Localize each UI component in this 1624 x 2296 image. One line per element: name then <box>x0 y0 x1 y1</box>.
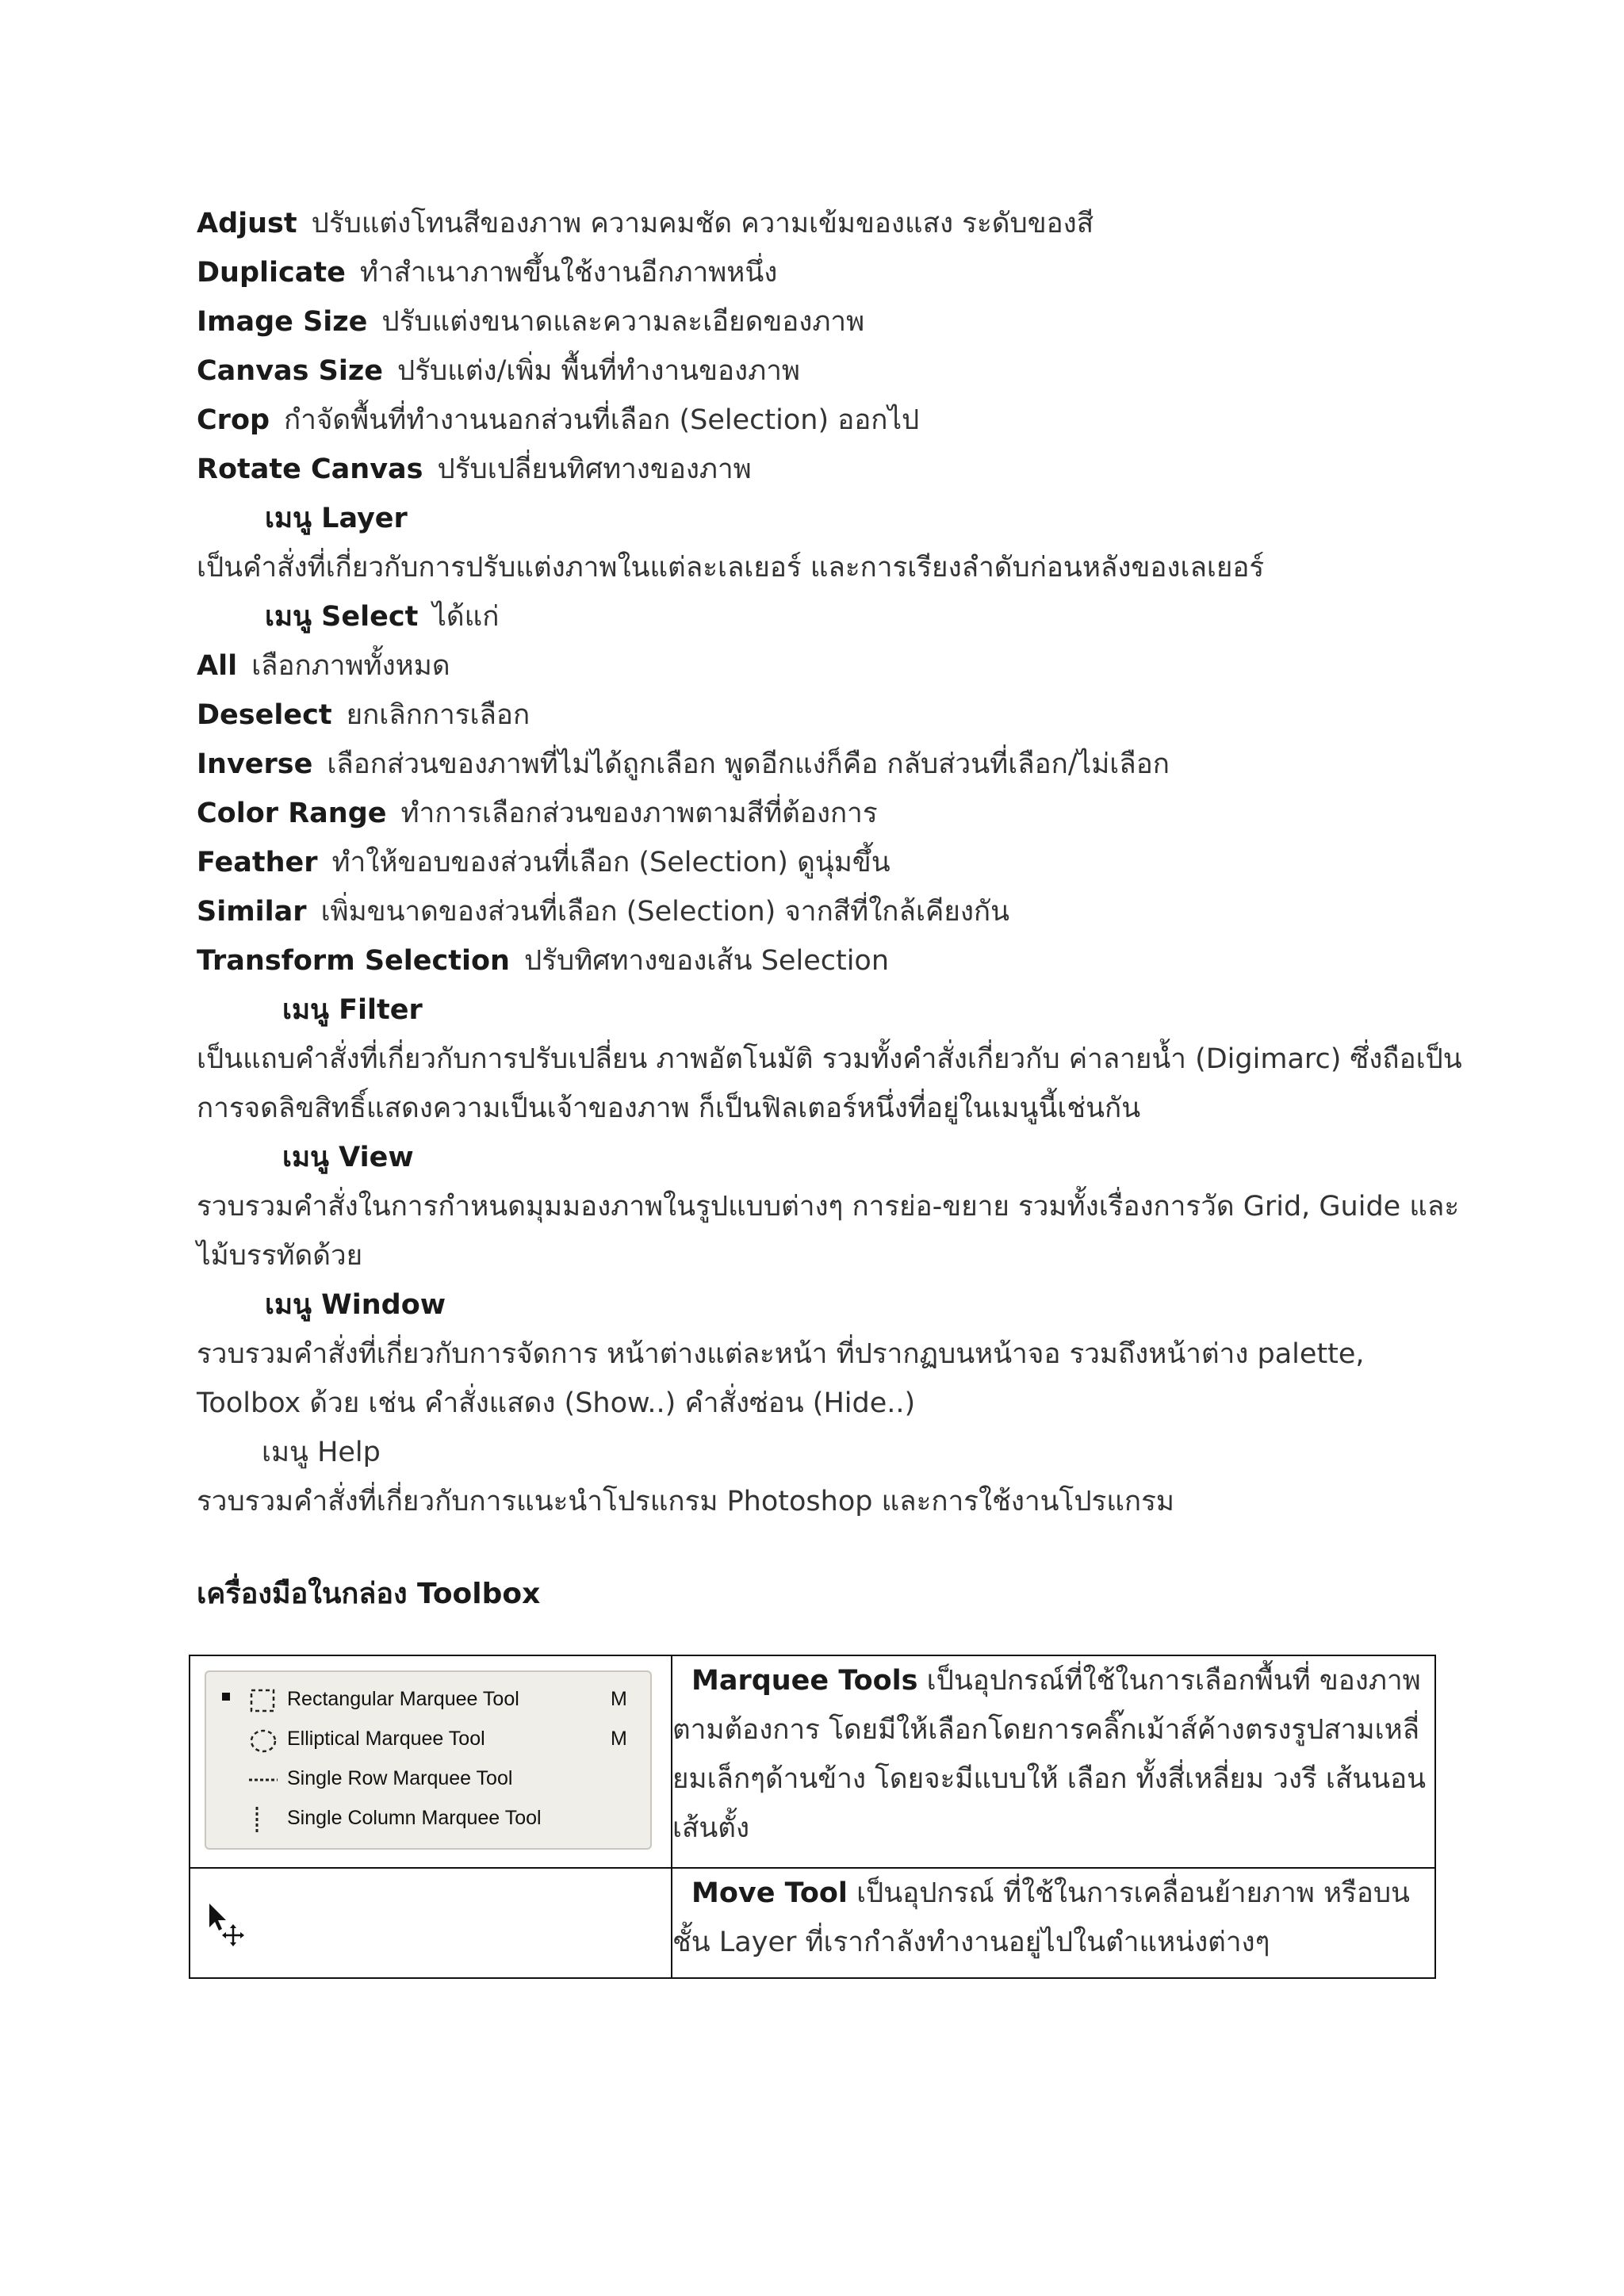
description: เลือกภาพทั้งหมด <box>251 650 450 682</box>
move-tool-icon <box>205 1900 252 1948</box>
term: Adjust <box>197 208 297 239</box>
menu-select-title: เมนู Select <box>265 601 419 633</box>
tool-description: เป็นอุปกรณ์ ที่ใช้ในการเคลื่อนย้ายภาพ หรือบนชั้น Layer ที่เรากำลังทำงานอยู่ไปในตำแหน่งต่างๆ <box>672 1877 1410 1958</box>
menu-item-label: Single Row Marquee Tool <box>287 1767 513 1789</box>
table-row <box>190 1655 1435 1868</box>
menu-item-single-column-marquee[interactable] <box>206 1800 650 1839</box>
description: ปรับแต่ง/เพิ่ม พื้นที่ทำงานของภาพ <box>397 355 800 387</box>
marquee-tools-description-cell <box>672 1655 1435 1868</box>
term: Color Range <box>197 798 387 829</box>
description: ปรับเปลี่ยนทิศทางของภาพ <box>437 453 752 485</box>
menu-item-elliptical-marquee[interactable] <box>206 1721 650 1759</box>
marquee-flyout-menu <box>205 1670 652 1850</box>
marquee-menu-screenshot-cell <box>190 1655 672 1868</box>
term: Canvas Size <box>197 355 383 387</box>
heading-menu-select <box>265 592 499 641</box>
term: Deselect <box>197 699 332 731</box>
definition-transform-selection <box>197 936 889 985</box>
heading-menu-window: เมนู Window <box>265 1289 446 1321</box>
menu-view-description-line2: ไม้บรรทัดด้วย <box>197 1240 363 1272</box>
description: เพิ่มขนาดของส่วนที่เลือก (Selection) จากสีที่ใกล้เคียงกัน <box>320 896 1010 928</box>
description: ยกเลิกการเลือก <box>346 699 530 731</box>
menu-layer-description: เป็นคำสั่งที่เกี่ยวกับการปรับแต่งภาพในแต่ละเลเยอร์ และการเรียงลำดับก่อนหลังของเลเยอร์ <box>197 552 1265 584</box>
shortcut-key: M <box>611 1728 627 1750</box>
definition-crop <box>197 396 919 445</box>
tool-description: เป็นอุปกรณ์ที่ใช้ในการเลือกพื้นที่ ของภาพตามต้องการ โดยมีให้เลือกโดยการคลิ๊กเม้าส์ค้างตรงรูปสามเหลี่ยมเล็กๆด้านข้าง โดยจะมีแบบให้ เลือก ทั้งสี่เหลี่ยม วงรี เส้นนอน เส้นตั้ง <box>672 1665 1427 1844</box>
menu-item-single-row-marquee[interactable] <box>206 1761 650 1799</box>
description: ปรับแต่งขนาดและความละเอียดของภาพ <box>381 306 865 338</box>
menu-window-description-line2: Toolbox ด้วย เช่น คำสั่งแสดง (Show..) คำสั่งซ่อน (Hide..) <box>197 1387 916 1419</box>
definition-color-range <box>197 789 878 838</box>
definition-adjust <box>197 199 1094 248</box>
definition-similar <box>197 887 1009 936</box>
menu-view-description-line1: รวบรวมคำสั่งในการกำหนดมุมมองภาพในรูปแบบต่างๆ การย่อ-ขยาย รวมทั้งเรื่องการวัด Grid, Guide และ <box>197 1191 1460 1223</box>
tool-name: Move Tool <box>691 1877 848 1909</box>
definition-feather <box>197 838 891 887</box>
definition-rotate-canvas <box>197 445 752 494</box>
menu-item-rectangular-marquee[interactable] <box>206 1682 650 1720</box>
term: Rotate Canvas <box>197 453 423 485</box>
menu-help-description: รวบรวมคำสั่งที่เกี่ยวกับการแนะนำโปรแกรม Photoshop และการใช้งานโปรแกรม <box>197 1486 1174 1517</box>
rectangular-marquee-icon <box>247 1686 279 1715</box>
single-row-marquee-icon <box>247 1766 279 1794</box>
menu-item-label: Elliptical Marquee Tool <box>287 1728 485 1750</box>
definition-duplicate <box>197 248 777 297</box>
menu-item-label: Rectangular Marquee Tool <box>287 1688 519 1710</box>
term: Duplicate <box>197 257 346 289</box>
menu-item-label: Single Column Marquee Tool <box>287 1807 542 1829</box>
heading-menu-layer: เมนู Layer <box>265 503 408 534</box>
term: Crop <box>197 404 270 436</box>
term: Inverse <box>197 748 313 780</box>
term: Feather <box>197 847 318 878</box>
heading-menu-filter: เมนู Filter <box>282 994 423 1026</box>
menu-filter-description-line2: การจดลิขสิทธิ์แสดงความเป็นเจ้าของภาพ ก็เป็นฟิลเตอร์หนึ่งที่อยู่ในเมนูนี้เช่นกัน <box>197 1093 1141 1124</box>
term: Image Size <box>197 306 368 338</box>
toolbox-section-title: เครื่องมือในกล่อง Toolbox <box>197 1578 541 1610</box>
definition-deselect <box>197 691 530 740</box>
menu-window-description-line1: รวบรวมคำสั่งที่เกี่ยวกับการจัดการ หน้าต่างแต่ละหน้า ที่ปรากฏบนหน้าจอ รวมถึงหน้าต่าง palette, <box>197 1338 1365 1370</box>
description: กำจัดพื้นที่ทำงานนอกส่วนที่เลือก (Selection) ออกไป <box>284 404 920 436</box>
term: Similar <box>197 896 307 928</box>
description: ทำให้ขอบของส่วนที่เลือก (Selection) ดูนุ่มขึ้น <box>331 847 891 878</box>
definition-inverse <box>197 740 1170 789</box>
description: ทำการเลือกส่วนของภาพตามสีที่ต้องการ <box>400 798 878 829</box>
definition-image-size <box>197 297 864 346</box>
table-row <box>190 1868 1435 1978</box>
toolbox-table <box>189 1655 1436 1979</box>
description: เลือกส่วนของภาพที่ไม่ได้ถูกเลือก พูดอีกแง่ก็คือ กลับส่วนที่เลือก/ไม่เลือก <box>327 748 1170 780</box>
term: All <box>197 650 238 682</box>
description: ทำสำเนาภาพขึ้นใช้งานอีกภาพหนึ่ง <box>359 257 778 289</box>
selected-bullet-icon <box>222 1693 230 1701</box>
description: ปรับแต่งโทนสีของภาพ ความคมชัด ความเข้มของแสง ระดับของสี <box>311 208 1094 239</box>
move-tool-icon-cell <box>190 1868 672 1978</box>
heading-menu-view: เมนู View <box>282 1142 414 1173</box>
elliptical-marquee-icon <box>247 1726 279 1755</box>
shortcut-key: M <box>611 1688 627 1710</box>
definition-all <box>197 641 450 691</box>
term: Transform Selection <box>197 945 510 977</box>
move-tool-description-cell <box>672 1868 1435 1978</box>
menu-filter-description-line1: เป็นแถบคำสั่งที่เกี่ยวกับการปรับเปลี่ยน ภาพอัตโนมัติ รวมทั้งคำสั่งเกี่ยวกับ ค่าลายน้ำ (Digimarc) ซึ่งถือเป็น <box>197 1043 1462 1075</box>
tool-name: Marquee Tools <box>691 1665 918 1697</box>
single-column-marquee-icon <box>247 1805 279 1834</box>
definition-canvas-size <box>197 346 800 396</box>
heading-menu-help: เมนู Help <box>262 1437 381 1468</box>
description: ปรับทิศทางของเส้น Selection <box>523 945 890 977</box>
menu-select-suffix: ได้แก่ <box>432 601 500 633</box>
